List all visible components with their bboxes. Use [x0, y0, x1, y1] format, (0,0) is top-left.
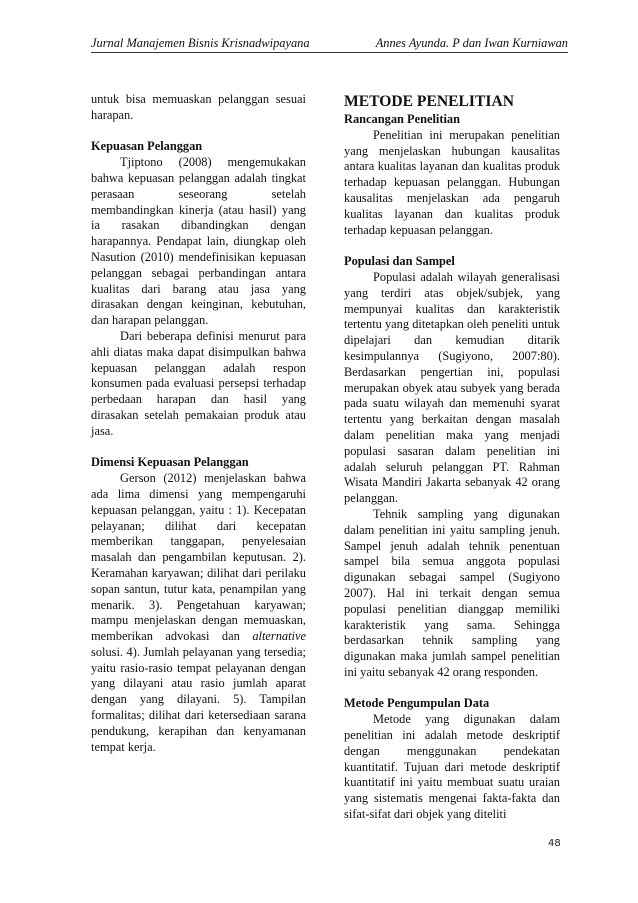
right-column	[344, 92, 560, 823]
paragraph-populasi-2: Tehnik sampling yang digunakan dalam penelitian ini yaitu sampling jenuh. Sampel jenuh adalah tehnik penentuan sampel bila semua anggota populasi digunakan sebagai sampel (Sugiyono 2007). Hal ini terkait dengan semua populasi penelitian dianggap memiliki karakteristik yang sama. Sehingga berdasarkan tehnik sampling yang digunakan maka jumlah sampel penelitian ini yaitu sebanyak 42 orang responden.	[344, 506, 560, 679]
heading-kepuasan-pelanggan: Kepuasan Pelanggan	[91, 139, 203, 154]
paragraph-kepuasan-2: Dari beberapa definisi menurut para ahli diatas maka dapat disimpulkan bahwa kepuasan pelanggan adalah respon konsumen pada evaluasi persepsi terhadap perbedaan harapan dan hasil yang dirasakan setelah pemakaian produk atau jasa.	[91, 328, 306, 438]
header-rule	[91, 52, 568, 53]
paragraph-metode: Metode yang digunakan dalam penelitian ini adalah metode deskriptif dengan menggunakan pendekatan kuantitatif. Tujuan dari metode deskriptif kuantitatif ini yaitu membuat suatu uraian yang sistematis mengenai fakta-fakta dan sifat-sifat dari objek yang diteliti	[344, 712, 560, 822]
running-header	[91, 34, 568, 53]
heading-metode-pengumpulan: Metode Pengumpulan Data	[344, 696, 490, 711]
journal-name: Jurnal Manajemen Bisnis Krisnadwipayana	[91, 36, 310, 50]
left-column	[91, 92, 306, 755]
dimensi-text-italic: alternative	[252, 629, 306, 644]
paragraph-kepuasan-1: Tjiptono (2008) mengemukakan bahwa kepuasan pelanggan adalah tingkat perasaan seseorang setelah membandingkan kinerja (atau hasil) yang ia rasakan dibandingkan dengan harapannya. Pendapat lain, diungkap oleh Nasution (2010) mendefinisikan kepuasan pelanggan sebagai perbandingan antara kualitas dari barang atau jasa yang dirasakan dengan keinginan, kebutuhan, dan harapan pelanggan.	[91, 155, 306, 328]
paragraph-dimensi	[91, 471, 306, 755]
heading-rancangan-penelitian: Rancangan Penelitian	[344, 112, 460, 126]
page-number: 48	[548, 838, 561, 849]
dimensi-text-a: Gerson (2012) menjelaskan bahwa ada lima dimensi yang mempengaruhi kepuasan pelanggan, yaitu : 1). Kecepatan pelayanan; dilihat dari kecepatan memberikan tanggapan, penyelesaian masalah dan pengambilan keputusan. 2). Keramahan karyawan; dilihat dari perilaku sopan santun, tutur kata, penampilan yang menarik. 3). Pengetahuan karyawan; mampu menjelaskan dengan memuaskan, memberikan advokasi dan	[91, 471, 306, 644]
paragraph-populasi-1: Populasi adalah wilayah generalisasi yang terdiri atas objek/subjek, yang mempunyai kualitas dan karakteristik tertentu yang ditetapkan oleh peneliti untuk dipelajari dan kemudian ditarik kesimpulannya (Sugiyono, 2007:80). Berdasarkan pengertian ini, populasi merupakan obyek atau subyek yang berada pada suatu wilayah dan memenuhi syarat tertentu yang berkaitan dengan masalah dalam penelitian maka yang menjadi populasi sasaran dalam penelitian ini adalah seluruh pelanggan PT. Rahman Wisata Mandiri Jakarta sebanyak 42 orang pelanggan.	[344, 269, 560, 506]
paragraph-rancangan: Penelitian ini merupakan penelitian yang menjelaskan hubungan kausalitas antara kualitas layanan dan kualitas produk terhadap kepuasan pelanggan. Hubungan kausalitas menjelaskan ada pengaruh kualitas layanan dan kualitas produk terhadap kepuasan pelanggan.	[344, 127, 560, 237]
dimensi-text-b: solusi. 4). Jumlah pelayanan yang tersedia; yaitu rasio-rasio tempat pelayanan dengan yang dilayani atau rasio jumlah aparat dengan yang dilayani. 5). Tampilan formalitas; dilihat dari ketersediaan sarana pendukung, kerapihan dan kenyamanan tempat kerja.	[91, 644, 306, 754]
authors: Annes Ayunda. P dan Iwan Kurniawan	[375, 36, 568, 50]
heading-dimensi-kepuasan: Dimensi Kepuasan Pelanggan	[91, 455, 249, 470]
section-title: METODE PENELITIAN	[344, 93, 514, 110]
intro-paragraph: untuk bisa memuaskan pelanggan sesuai harapan.	[91, 92, 306, 122]
heading-populasi-sampel: Populasi dan Sampel	[344, 254, 455, 269]
